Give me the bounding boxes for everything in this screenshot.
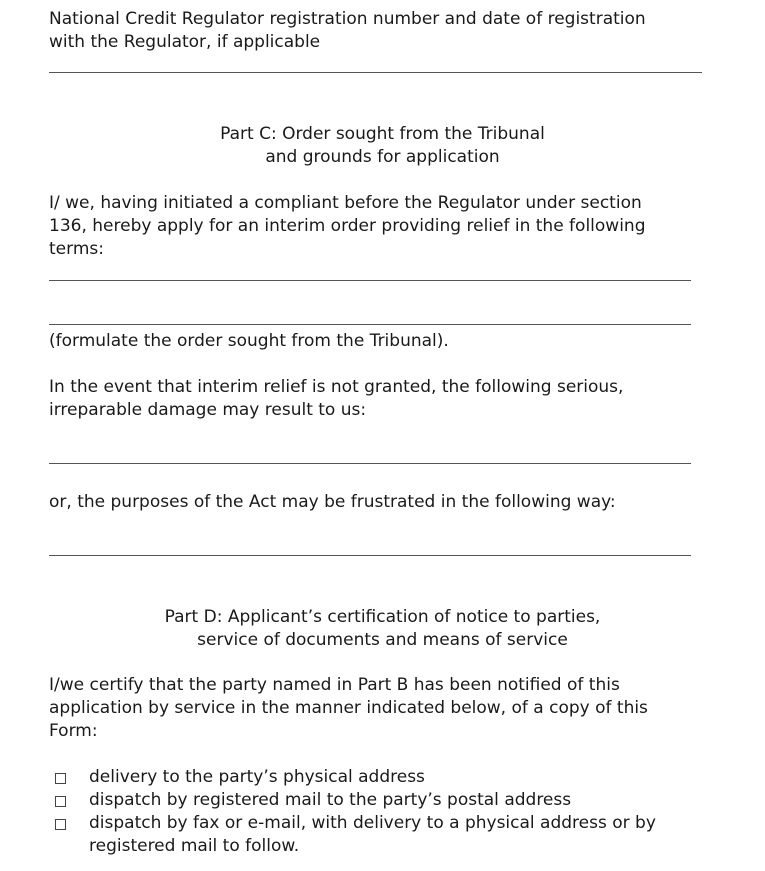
option-label-line-1: dispatch by fax or e-mail, with delivery to a physical address or by [89,813,656,833]
option-label-line-1: dispatch by registered mail to the party’s postal address [89,790,572,810]
part-c-heading-line-2: and grounds for application [265,147,500,167]
part-c-heading-line-1: Part C: Order sought from the Tribunal [220,124,545,144]
order-terms-line-1[interactable] [49,280,691,281]
act-frustrated-paragraph: or, the purposes of the Act may be frustrated in the following way: [49,492,616,512]
part-c-heading [0,123,765,169]
interim-relief-line-1: In the event that interim relief is not granted, the following serious, [49,377,624,397]
interim-relief-paragraph [49,376,623,422]
checkbox-icon[interactable] [55,819,66,830]
checkbox-icon[interactable] [55,796,66,807]
order-terms-line-2[interactable] [49,324,691,325]
certification-paragraph [49,674,648,743]
formulate-order-note: (formulate the order sought from the Tribunal). [49,331,449,351]
part-d-heading-line-2: service of documents and means of service [197,630,568,650]
option-label [89,766,425,789]
registration-label [49,8,646,54]
option-label-line-2: registered mail to follow. [89,836,300,856]
part-d-heading-line-1: Part D: Applicant’s certification of notice to parties, [164,607,601,627]
part-c-paragraph-line-2: 136, hereby apply for an interim order providing relief in the following [49,216,646,236]
option-label [89,812,656,858]
certification-line-3: Form: [49,721,98,741]
part-d-heading [0,606,765,652]
registration-label-line-1: National Credit Regulator registration number and date of registration [49,9,646,29]
certification-line-1: I/we certify that the party named in Part B has been notified of this [49,675,620,695]
option-label [89,789,571,812]
certification-line-2: application by service in the manner indicated below, of a copy of this [49,698,648,718]
service-option-physical-address[interactable] [55,766,425,789]
frustration-answer-line[interactable] [49,555,691,556]
part-c-paragraph-line-3: terms: [49,239,104,259]
service-option-fax-email[interactable] [55,812,656,858]
option-label-line-1: delivery to the party’s physical address [89,767,425,787]
registration-answer-line[interactable] [49,72,702,73]
checkbox-icon[interactable] [55,773,66,784]
interim-relief-line-2: irreparable damage may result to us: [49,400,367,420]
part-c-paragraph-line-1: I/ we, having initiated a compliant before the Regulator under section [49,193,642,213]
service-option-registered-mail[interactable] [55,789,571,812]
registration-label-line-2: with the Regulator, if applicable [49,32,321,52]
damage-answer-line[interactable] [49,463,691,464]
part-c-application-paragraph [49,192,646,261]
